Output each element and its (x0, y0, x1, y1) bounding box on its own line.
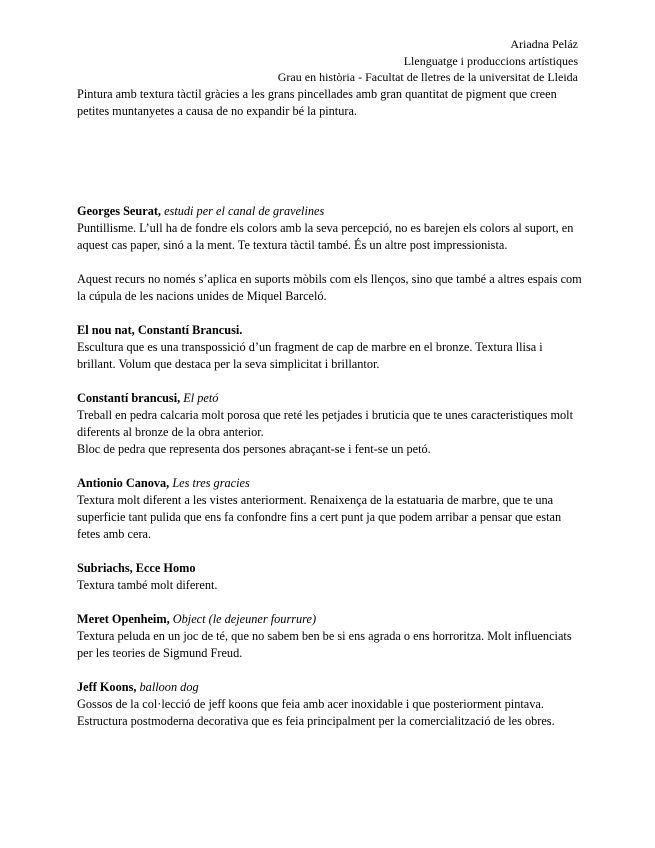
section-title (77, 390, 582, 407)
artist-name: El nou nat, Constantí Brancusi. (77, 323, 243, 337)
section-paragraph: Bloc de pedra que representa dos persones abraçant-se i fent-se un petó. (77, 442, 431, 456)
artist-name: Georges Seurat, (77, 204, 162, 218)
author-name: Ariadna Peláz (510, 37, 578, 51)
section-brancusi-peto (77, 390, 582, 458)
section-paragraph: Textura també molt diferent. (77, 578, 218, 592)
work-title: Object (le dejeuner fourrure) (172, 612, 317, 626)
artist-name: Meret Openheim, (77, 612, 170, 626)
section-seurat (77, 203, 582, 305)
section-title (77, 560, 582, 577)
section-paragraph: Escultura que es una transpossició d’un fragment de cap de marbre en el bronze. Textura llisa i brillant. Volum que destaca per la seva simplicitat i brillantor. (77, 340, 543, 371)
artist-name: Constantí brancusi, (77, 391, 181, 405)
course-name: Llenguatge i produccions artístiques (403, 53, 578, 68)
section-subirachs (77, 560, 582, 594)
artist-name: Jeff Koons, (77, 680, 137, 694)
section-paragraph: Aquest recurs no només s’aplica en suports mòbils com els llenços, sino que també a altres espais com la cúpula de les nacions unides de Miquel Barceló. (77, 272, 582, 303)
artist-name: Antionio Canova, (77, 476, 170, 490)
section-title (77, 203, 582, 220)
section-paragraph: Treball en pedra calcaria molt porosa que reté les petjades i bruticia que te unes caracteristiques molt diferents al bronze de la obra anterior. (77, 408, 574, 439)
section-title (77, 679, 582, 696)
section-paragraph: Textura molt diferent a les vistes anteriorment. Renaixença de la estatuaria de marbre, que te una superficie tant pulida que ens fa confondre fins a cert punt ja que podem arribar a pensar que estan fetes amb cera. (77, 493, 562, 541)
work-title: estudi per el canal de gravelines (164, 204, 325, 218)
institution-name: Grau en història - Facultat de lletres de la universitat de Lleida (277, 70, 578, 84)
section-paragraph: Puntillisme. L’ull ha de fondre els colors amb la seva percepció, no es barejen els colors al suport, en aquest cas paper, sinó a la ment. Te textura tàctil també. És un altre post impressionista. (77, 221, 574, 252)
work-title: El petó (183, 391, 219, 405)
section-title (77, 322, 582, 339)
section-brancusi-nou-nat (77, 322, 582, 373)
section-paragraph: Gossos de la col·lecció de jeff koons que feia amb acer inoxidable i que posteriorment pintava. Estructura postmoderna decorativa que es feia principalment per la comercialització de les obres. (77, 697, 555, 728)
work-title: balloon dog (139, 680, 199, 694)
work-title: Les tres gracies (172, 476, 250, 490)
artist-name: Subriachs, Ecce Homo (77, 561, 196, 575)
intro-paragraph: Pintura amb textura tàctil gràcies a les grans pincellades amb gran quantitat de pigment que creen petites muntanyetes a causa de no expandir bé la pintura. (77, 87, 557, 118)
section-oppenheim (77, 611, 582, 662)
document-header (278, 36, 578, 86)
section-paragraph: Textura peluda en un joc de té, que no sabem ben be si ens agrada o ens horroritza. Molt influenciats per les teories de Sigmund Freud. (77, 629, 572, 660)
section-title (77, 611, 582, 628)
section-canova (77, 475, 582, 543)
section-koons (77, 679, 582, 730)
artwork-sections (77, 203, 582, 747)
section-title (77, 475, 582, 492)
